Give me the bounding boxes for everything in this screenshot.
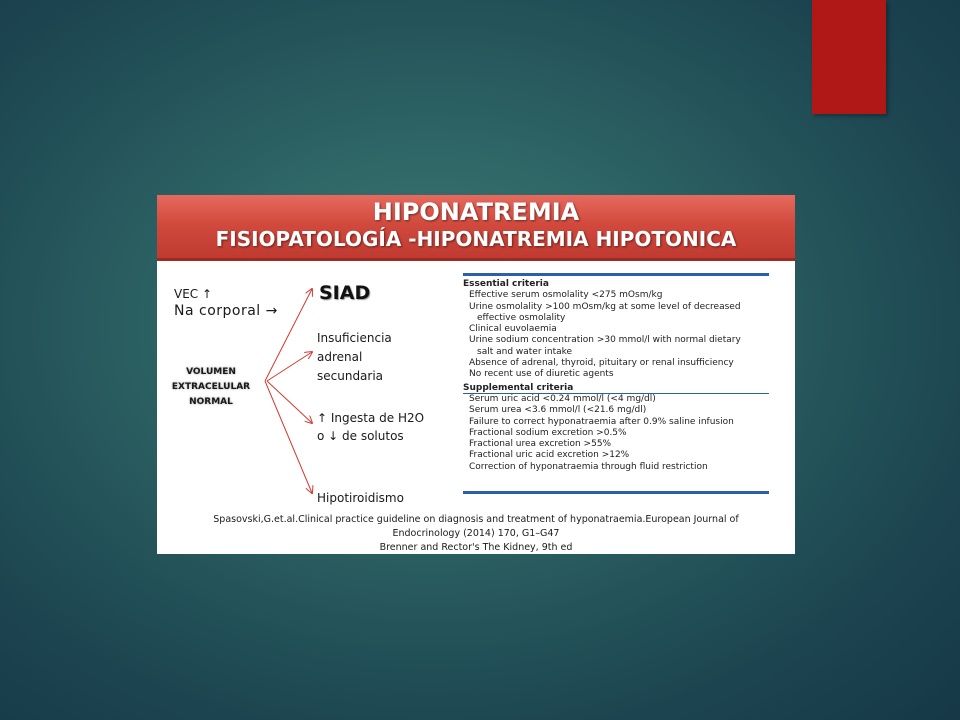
criteria-line: Fractional uric acid excretion >12% [469,450,630,461]
references [157,513,795,554]
criteria-line: No recent use of diuretic agents [469,369,614,380]
criteria-line: salt and water intake [477,346,573,357]
criteria-line: Serum urea <3.6 mmol/l (<21.6 mg/dl) [469,405,647,416]
essential-heading: Essential criteria [463,279,549,289]
criteria-line: Fractional urea excretion >55% [469,439,612,450]
na-corporal-label: Na corporal → [174,303,278,319]
volume-label [157,365,265,410]
vec-label: VEC ↑ [174,287,213,301]
slide-title: HIPONATREMIA [372,198,580,226]
criteria-list [463,279,769,473]
reference-line: Brenner and Rector's The Kidney, 9th ed [379,542,573,553]
criteria-line: Urine osmolality >100 mOsm/kg at some level of decreased [469,301,741,312]
criteria-table [463,273,769,494]
slide-subtitle: FISIOPATOLOGÍA -HIPONATREMIA HIPOTONICA [215,227,737,251]
ingesta-label: ↑ Ingesta de H2O o ↓ de solutos [317,411,425,443]
volume-label-line: VOLUMEN [186,367,236,377]
criteria-rule [463,273,769,276]
criteria-line: Correction of hyponatraemia through fluid restriction [469,461,708,472]
criteria-rule [463,491,769,494]
supplemental-heading: Supplemental criteria [463,382,574,393]
reference-line: Spasovski,G.et.al.Clinical practice guideline on diagnosis and treatment of hyponatraemia.European Journal of [213,514,739,525]
reference-line: Endocrinology (2014) 170, G1–G47 [392,528,560,539]
arrow-to-hipotiroidismo [265,381,312,493]
criteria-line: Clinical euvolaemia [469,324,557,335]
criteria-line: Absence of adrenal, thyroid, pituitary or renal insufficiency [469,358,734,369]
criteria-line: Fractional sodium excretion >0.5% [469,427,627,438]
slide-figure [157,195,795,554]
volume-label-line: EXTRACELULAR [171,382,251,392]
adrenal-label: Insuficiencia adrenal secundaria [317,331,392,383]
accent-bar [812,0,886,114]
criteria-line: Serum uric acid <0.24 mmol/l (<4 mg/dl) [469,393,656,404]
siad-label: SIAD [319,282,371,304]
criteria-line: Failure to correct hyponatraemia after 0.9% saline infusion [469,416,734,427]
volume-label-line: NORMAL [189,397,233,407]
criteria-line: effective osmolality [477,312,566,323]
arrow-to-adrenal [267,352,312,381]
criteria-line: Urine sodium concentration >30 mmol/l with normal dietary [469,335,741,346]
hipotiroidismo-label: Hipotiroidismo [317,491,404,505]
criteria-line: Effective serum osmolality <275 mOsm/kg [469,290,663,301]
